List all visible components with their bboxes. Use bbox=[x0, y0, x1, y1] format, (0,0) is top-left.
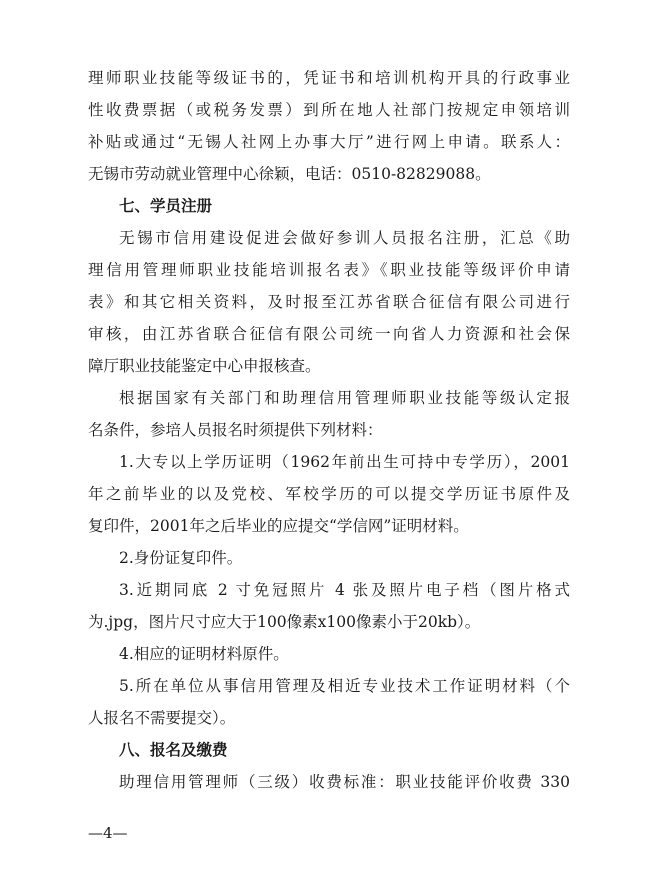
section-heading-student-registration: 七、学员注册 bbox=[119, 197, 213, 215]
text-line: 障厅职业技能鉴定中心申报核查。 bbox=[88, 357, 321, 375]
list-item-2: 2.身份证复印件。 bbox=[119, 549, 243, 567]
list-item-1: 1.大专以上学历证明（1962年前出生可持中专学历），2001 bbox=[119, 453, 570, 471]
section-heading-registration-payment: 八、报名及缴费 bbox=[119, 741, 228, 759]
text-line: 名条件，参培人员报名时须提供下列材料： bbox=[88, 421, 383, 439]
text-line: 审核，由江苏省联合征信有限公司统一向省人力资源和社会保 bbox=[88, 325, 570, 343]
text-line: 表》和其它相关资料，及时报至江苏省联合征信有限公司进行 bbox=[88, 293, 570, 311]
text-line: 助理信用管理师（三级）收费标准：职业技能评价收费 330 bbox=[119, 773, 570, 791]
text-line: 理信用管理师职业技能培训报名表》《职业技能等级评价申请 bbox=[88, 261, 570, 279]
text-line: 理师职业技能等级证书的，凭证书和培训机构开具的行政事业 bbox=[88, 69, 570, 87]
text-line: 为.jpg，图片尺寸应大于100像素x100像素小于20kb）。 bbox=[88, 613, 481, 631]
list-item-4: 4.相应的证明材料原件。 bbox=[119, 645, 289, 663]
text-line: 性收费票据（或税务发票）到所在地人社部门按规定申领培训 bbox=[88, 101, 570, 119]
page-number: —4— bbox=[88, 824, 128, 842]
document-body bbox=[88, 62, 570, 798]
list-item-5: 5.所在单位从事信用管理及相近专业技术工作证明材料（个 bbox=[119, 677, 570, 695]
text-line: 人报名不需要提交）。 bbox=[88, 709, 236, 727]
text-line: 根据国家有关部门和助理信用管理师职业技能等级认定报 bbox=[119, 389, 570, 407]
list-item-3: 3.近期同底 2 寸免冠照片 4 张及照片电子档（图片格式 bbox=[119, 581, 570, 599]
text-line: 补贴或通过“无锡人社网上办事大厅”进行网上申请。联系人： bbox=[88, 133, 570, 151]
text-line: 无锡市信用建设促进会做好参训人员报名注册，汇总《助 bbox=[119, 229, 570, 247]
text-line: 无锡市劳动就业管理中心徐颖，电话：0510-82829088。 bbox=[88, 165, 491, 183]
text-line: 复印件，2001年之后毕业的应提交“学信网”证明材料。 bbox=[88, 517, 469, 535]
text-line: 年之前毕业的以及党校、军校学历的可以提交学历证书原件及 bbox=[88, 485, 570, 503]
